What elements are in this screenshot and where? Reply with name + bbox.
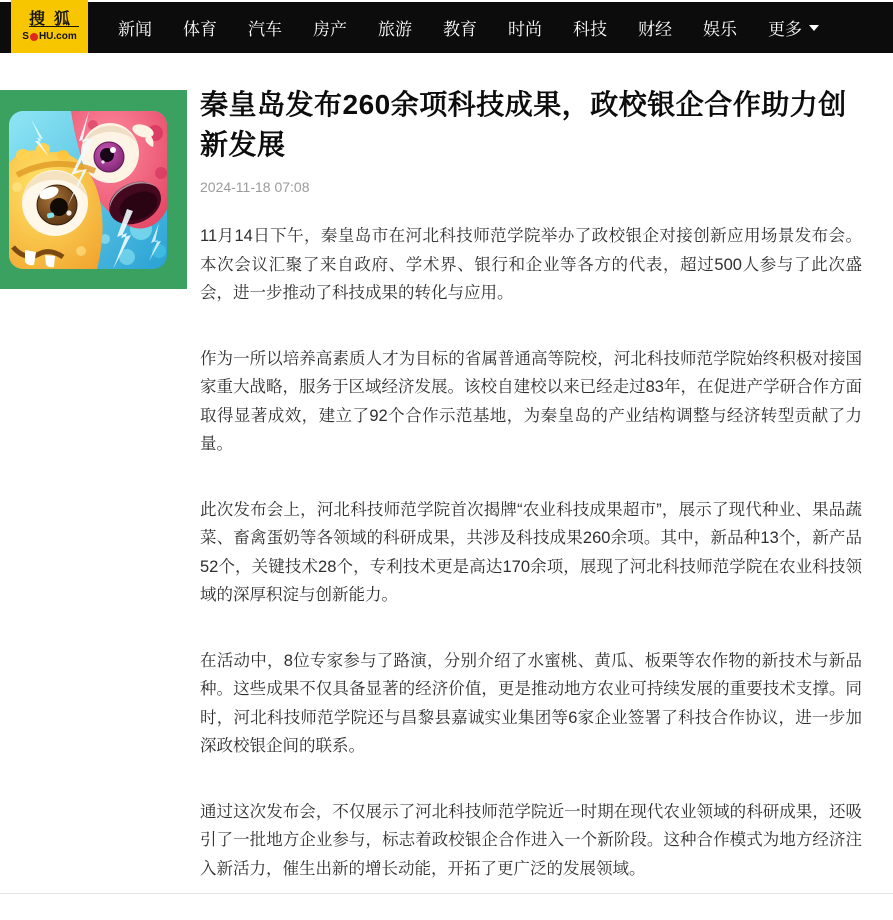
article xyxy=(200,85,862,920)
article-body xyxy=(200,222,862,883)
article-paragraph: 作为一所以培养高素质人才为目标的省属普通高等院校，河北科技师范学院始终积极对接国家重大战略，服务于区域经济发展。该校自建校以来已经走过83年，在促进产学研合作方面取得显著成效，建立了92个合作示范基地，为秦皇岛的产业结构调整与经济转型贡献了力量。 xyxy=(200,349,862,453)
article-paragraph: 此次发布会上，河北科技师范学院首次揭牌“农业科技成果超市”，展示了现代种业、果品蔬菜、畜禽蛋奶等各领域的科研成果，共涉及科技成果260余项。其中，新品种13个，新产品52个，关键技术28个，专利技术更是高达170余项，展现了河北科技师范学院在农业科技领域的深厚积淀与创新能力。 xyxy=(200,500,862,604)
nav-item-travel[interactable]: 旅游 xyxy=(378,20,412,39)
nav-item-fashion[interactable]: 时尚 xyxy=(508,20,542,39)
article-title: 秦皇岛发布260余项科技成果，政校银企合作助力创新发展 xyxy=(200,89,847,160)
article-paragraph: 在活动中，8位专家参与了路演，分别介绍了水蜜桃、黄瓜、板栗等农作物的新技术与新品种。这些成果不仅具备显著的经济价值，更是推动地方农业可持续发展的重要技术支撑。同时，河北科技师范学院还与昌黎县嘉诚实业集团等6家企业签署了科技合作协议，进一步加深政校银企间的联系。 xyxy=(200,651,862,755)
nav-item-more[interactable] xyxy=(768,15,819,40)
game-monsters-illustration xyxy=(9,111,167,269)
nav-item-education[interactable]: 教育 xyxy=(443,20,477,39)
nav-item-finance[interactable]: 财经 xyxy=(638,20,672,39)
nav-item-news[interactable]: 新闻 xyxy=(118,20,152,39)
sohu-logo[interactable] xyxy=(11,0,88,53)
sohu-logo-s: S xyxy=(22,30,29,42)
game-promo-ad[interactable] xyxy=(0,90,187,289)
game-promo-image xyxy=(9,111,167,269)
sohu-logo-chinese: 搜狐 xyxy=(28,10,79,28)
article-paragraph: 11月14日下午，秦皇岛市在河北科技师范学院举办了政校银企对接创新应用场景发布会。本次会议汇聚了来自政府、学术界、银行和企业等各方的代表，超过500人参与了此次盛会，进一步推动了科技成果的转化与应用。 xyxy=(200,227,862,302)
nav-more-label: 更多 xyxy=(768,20,802,39)
article-paragraph: 通过这次发布会，不仅展示了河北科技师范学院近一时期在现代农业领域的科研成果，还吸引了一批地方企业参与，标志着政校银企合作进入一个新阶段。这种合作模式为地方经济注入新活力，催生出新的增长动能，开拓了更广泛的发展领域。 xyxy=(200,802,862,878)
nav-item-auto[interactable]: 汽车 xyxy=(248,20,282,39)
bottom-divider xyxy=(0,893,893,894)
sohu-logo-red-dot-icon xyxy=(30,33,38,41)
article-date: 2024-11-18 07:08 xyxy=(200,179,310,195)
nav-item-entertainment[interactable]: 娱乐 xyxy=(703,20,737,39)
sohu-logo-hucom: HU.com xyxy=(38,30,77,42)
nav-item-realestate[interactable]: 房产 xyxy=(313,20,347,39)
chevron-down-icon xyxy=(809,25,819,31)
sohu-logo-english xyxy=(22,31,76,43)
nav-item-tech[interactable]: 科技 xyxy=(573,20,607,39)
nav-item-sports[interactable]: 体育 xyxy=(183,20,217,39)
nav-menu xyxy=(118,2,819,53)
top-nav-bar xyxy=(0,2,893,53)
